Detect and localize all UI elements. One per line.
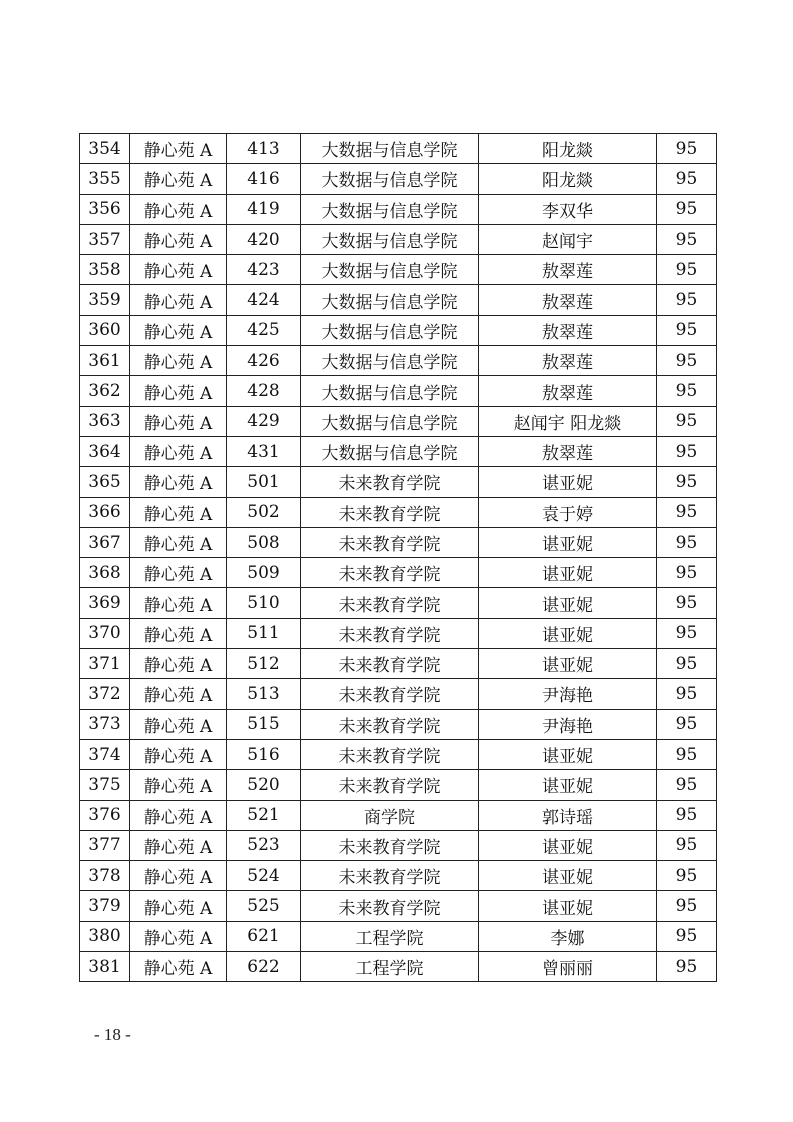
- room-number-cell: 621: [227, 921, 301, 951]
- counselor-cell: 敖翠莲: [479, 436, 657, 466]
- room-number-cell: 520: [227, 770, 301, 800]
- score-cell: 95: [657, 770, 717, 800]
- score-cell: 95: [657, 588, 717, 618]
- room-number-cell: 509: [227, 558, 301, 588]
- table-row: [80, 739, 717, 769]
- counselor-cell: 袁于婷: [479, 497, 657, 527]
- row-number-cell: 379: [80, 891, 130, 921]
- counselor-cell: 谌亚妮: [479, 618, 657, 648]
- row-number-cell: 364: [80, 436, 130, 466]
- building-cell: 静心苑 A: [130, 861, 227, 891]
- building-cell: 静心苑 A: [130, 224, 227, 254]
- row-number-cell: 372: [80, 679, 130, 709]
- table-row: [80, 558, 717, 588]
- room-number-cell: 431: [227, 436, 301, 466]
- room-number-cell: 419: [227, 194, 301, 224]
- counselor-cell: 敖翠莲: [479, 255, 657, 285]
- counselor-cell: 谌亚妮: [479, 739, 657, 769]
- college-cell: 未来教育学院: [301, 588, 479, 618]
- room-number-cell: 523: [227, 830, 301, 860]
- table-row: [80, 376, 717, 406]
- counselor-cell: 李娜: [479, 921, 657, 951]
- college-cell: 未来教育学院: [301, 739, 479, 769]
- building-cell: 静心苑 A: [130, 770, 227, 800]
- table-row: [80, 891, 717, 921]
- table-row: [80, 467, 717, 497]
- counselor-cell: 尹海艳: [479, 709, 657, 739]
- score-cell: 95: [657, 891, 717, 921]
- college-cell: 大数据与信息学院: [301, 134, 479, 164]
- room-number-cell: 524: [227, 861, 301, 891]
- dormitory-score-table: [79, 133, 717, 982]
- table-row: [80, 952, 717, 982]
- row-number-cell: 356: [80, 194, 130, 224]
- row-number-cell: 381: [80, 952, 130, 982]
- counselor-cell: 阳龙燚: [479, 164, 657, 194]
- building-cell: 静心苑 A: [130, 436, 227, 466]
- row-number-cell: 373: [80, 709, 130, 739]
- college-cell: 未来教育学院: [301, 679, 479, 709]
- room-number-cell: 512: [227, 649, 301, 679]
- counselor-cell: 谌亚妮: [479, 891, 657, 921]
- score-cell: 95: [657, 527, 717, 557]
- college-cell: 未来教育学院: [301, 770, 479, 800]
- row-number-cell: 376: [80, 800, 130, 830]
- score-cell: 95: [657, 376, 717, 406]
- counselor-cell: 谌亚妮: [479, 527, 657, 557]
- score-cell: 95: [657, 618, 717, 648]
- counselor-cell: 谌亚妮: [479, 558, 657, 588]
- table-row: [80, 921, 717, 951]
- college-cell: 未来教育学院: [301, 558, 479, 588]
- college-cell: 大数据与信息学院: [301, 315, 479, 345]
- counselor-cell: 谌亚妮: [479, 861, 657, 891]
- table-row: [80, 861, 717, 891]
- college-cell: 大数据与信息学院: [301, 224, 479, 254]
- counselor-cell: 敖翠莲: [479, 285, 657, 315]
- college-cell: 未来教育学院: [301, 861, 479, 891]
- table-row: [80, 224, 717, 254]
- score-cell: 95: [657, 164, 717, 194]
- building-cell: 静心苑 A: [130, 376, 227, 406]
- row-number-cell: 366: [80, 497, 130, 527]
- row-number-cell: 361: [80, 346, 130, 376]
- building-cell: 静心苑 A: [130, 618, 227, 648]
- room-number-cell: 420: [227, 224, 301, 254]
- building-cell: 静心苑 A: [130, 527, 227, 557]
- college-cell: 工程学院: [301, 952, 479, 982]
- table-row: [80, 800, 717, 830]
- score-cell: 95: [657, 921, 717, 951]
- row-number-cell: 357: [80, 224, 130, 254]
- college-cell: 大数据与信息学院: [301, 376, 479, 406]
- table-row: [80, 588, 717, 618]
- score-cell: 95: [657, 558, 717, 588]
- row-number-cell: 380: [80, 921, 130, 951]
- college-cell: 未来教育学院: [301, 891, 479, 921]
- counselor-cell: 赵闻宇 阳龙燚: [479, 406, 657, 436]
- building-cell: 静心苑 A: [130, 679, 227, 709]
- counselor-cell: 阳龙燚: [479, 134, 657, 164]
- building-cell: 静心苑 A: [130, 164, 227, 194]
- building-cell: 静心苑 A: [130, 255, 227, 285]
- score-cell: 95: [657, 830, 717, 860]
- score-cell: 95: [657, 134, 717, 164]
- building-cell: 静心苑 A: [130, 800, 227, 830]
- table-row: [80, 134, 717, 164]
- row-number-cell: 370: [80, 618, 130, 648]
- building-cell: 静心苑 A: [130, 649, 227, 679]
- college-cell: 未来教育学院: [301, 467, 479, 497]
- building-cell: 静心苑 A: [130, 739, 227, 769]
- college-cell: 大数据与信息学院: [301, 194, 479, 224]
- building-cell: 静心苑 A: [130, 346, 227, 376]
- table-row: [80, 679, 717, 709]
- building-cell: 静心苑 A: [130, 497, 227, 527]
- score-cell: 95: [657, 467, 717, 497]
- table-row: [80, 830, 717, 860]
- row-number-cell: 355: [80, 164, 130, 194]
- room-number-cell: 510: [227, 588, 301, 618]
- table-row: [80, 436, 717, 466]
- page-number: - 18 -: [94, 1025, 131, 1044]
- table-row: [80, 315, 717, 345]
- row-number-cell: 368: [80, 558, 130, 588]
- room-number-cell: 424: [227, 285, 301, 315]
- college-cell: 大数据与信息学院: [301, 406, 479, 436]
- counselor-cell: 谌亚妮: [479, 588, 657, 618]
- building-cell: 静心苑 A: [130, 194, 227, 224]
- table-row: [80, 770, 717, 800]
- college-cell: 大数据与信息学院: [301, 346, 479, 376]
- room-number-cell: 428: [227, 376, 301, 406]
- row-number-cell: 360: [80, 315, 130, 345]
- row-number-cell: 363: [80, 406, 130, 436]
- counselor-cell: 曾丽丽: [479, 952, 657, 982]
- row-number-cell: 374: [80, 739, 130, 769]
- college-cell: 未来教育学院: [301, 527, 479, 557]
- table-row: [80, 285, 717, 315]
- score-cell: 95: [657, 224, 717, 254]
- score-cell: 95: [657, 346, 717, 376]
- table-row: [80, 406, 717, 436]
- row-number-cell: 369: [80, 588, 130, 618]
- row-number-cell: 371: [80, 649, 130, 679]
- room-number-cell: 423: [227, 255, 301, 285]
- room-number-cell: 508: [227, 527, 301, 557]
- room-number-cell: 425: [227, 315, 301, 345]
- score-cell: 95: [657, 649, 717, 679]
- table-row: [80, 194, 717, 224]
- score-cell: 95: [657, 861, 717, 891]
- score-cell: 95: [657, 315, 717, 345]
- room-number-cell: 502: [227, 497, 301, 527]
- row-number-cell: 365: [80, 467, 130, 497]
- college-cell: 工程学院: [301, 921, 479, 951]
- college-cell: 未来教育学院: [301, 649, 479, 679]
- college-cell: 未来教育学院: [301, 830, 479, 860]
- building-cell: 静心苑 A: [130, 921, 227, 951]
- room-number-cell: 525: [227, 891, 301, 921]
- college-cell: 未来教育学院: [301, 618, 479, 648]
- counselor-cell: 李双华: [479, 194, 657, 224]
- college-cell: 大数据与信息学院: [301, 164, 479, 194]
- counselor-cell: 敖翠莲: [479, 315, 657, 345]
- counselor-cell: 谌亚妮: [479, 649, 657, 679]
- room-number-cell: 416: [227, 164, 301, 194]
- table-row: [80, 618, 717, 648]
- college-cell: 大数据与信息学院: [301, 255, 479, 285]
- score-cell: 95: [657, 800, 717, 830]
- building-cell: 静心苑 A: [130, 134, 227, 164]
- score-cell: 95: [657, 285, 717, 315]
- college-cell: 大数据与信息学院: [301, 436, 479, 466]
- score-cell: 95: [657, 709, 717, 739]
- row-number-cell: 377: [80, 830, 130, 860]
- building-cell: 静心苑 A: [130, 406, 227, 436]
- score-cell: 95: [657, 739, 717, 769]
- building-cell: 静心苑 A: [130, 558, 227, 588]
- row-number-cell: 367: [80, 527, 130, 557]
- college-cell: 未来教育学院: [301, 497, 479, 527]
- table-row: [80, 346, 717, 376]
- score-cell: 95: [657, 679, 717, 709]
- building-cell: 静心苑 A: [130, 952, 227, 982]
- counselor-cell: 谌亚妮: [479, 830, 657, 860]
- counselor-cell: 赵闻宇: [479, 224, 657, 254]
- row-number-cell: 378: [80, 861, 130, 891]
- table-body: [80, 134, 717, 982]
- counselor-cell: 郭诗瑶: [479, 800, 657, 830]
- room-number-cell: 426: [227, 346, 301, 376]
- score-cell: 95: [657, 255, 717, 285]
- table-row: [80, 164, 717, 194]
- row-number-cell: 362: [80, 376, 130, 406]
- room-number-cell: 622: [227, 952, 301, 982]
- counselor-cell: 敖翠莲: [479, 376, 657, 406]
- row-number-cell: 359: [80, 285, 130, 315]
- college-cell: 未来教育学院: [301, 709, 479, 739]
- score-cell: 95: [657, 952, 717, 982]
- building-cell: 静心苑 A: [130, 467, 227, 497]
- building-cell: 静心苑 A: [130, 709, 227, 739]
- room-number-cell: 501: [227, 467, 301, 497]
- counselor-cell: 谌亚妮: [479, 770, 657, 800]
- table-row: [80, 649, 717, 679]
- building-cell: 静心苑 A: [130, 830, 227, 860]
- table-row: [80, 497, 717, 527]
- counselor-cell: 尹海艳: [479, 679, 657, 709]
- building-cell: 静心苑 A: [130, 891, 227, 921]
- row-number-cell: 375: [80, 770, 130, 800]
- room-number-cell: 429: [227, 406, 301, 436]
- building-cell: 静心苑 A: [130, 588, 227, 618]
- room-number-cell: 515: [227, 709, 301, 739]
- score-cell: 95: [657, 497, 717, 527]
- score-cell: 95: [657, 436, 717, 466]
- counselor-cell: 谌亚妮: [479, 467, 657, 497]
- college-cell: 大数据与信息学院: [301, 285, 479, 315]
- room-number-cell: 511: [227, 618, 301, 648]
- score-cell: 95: [657, 194, 717, 224]
- row-number-cell: 358: [80, 255, 130, 285]
- college-cell: 商学院: [301, 800, 479, 830]
- table-row: [80, 527, 717, 557]
- room-number-cell: 413: [227, 134, 301, 164]
- room-number-cell: 521: [227, 800, 301, 830]
- table-row: [80, 709, 717, 739]
- row-number-cell: 354: [80, 134, 130, 164]
- building-cell: 静心苑 A: [130, 285, 227, 315]
- score-cell: 95: [657, 406, 717, 436]
- building-cell: 静心苑 A: [130, 315, 227, 345]
- table-row: [80, 255, 717, 285]
- counselor-cell: 敖翠莲: [479, 346, 657, 376]
- room-number-cell: 516: [227, 739, 301, 769]
- room-number-cell: 513: [227, 679, 301, 709]
